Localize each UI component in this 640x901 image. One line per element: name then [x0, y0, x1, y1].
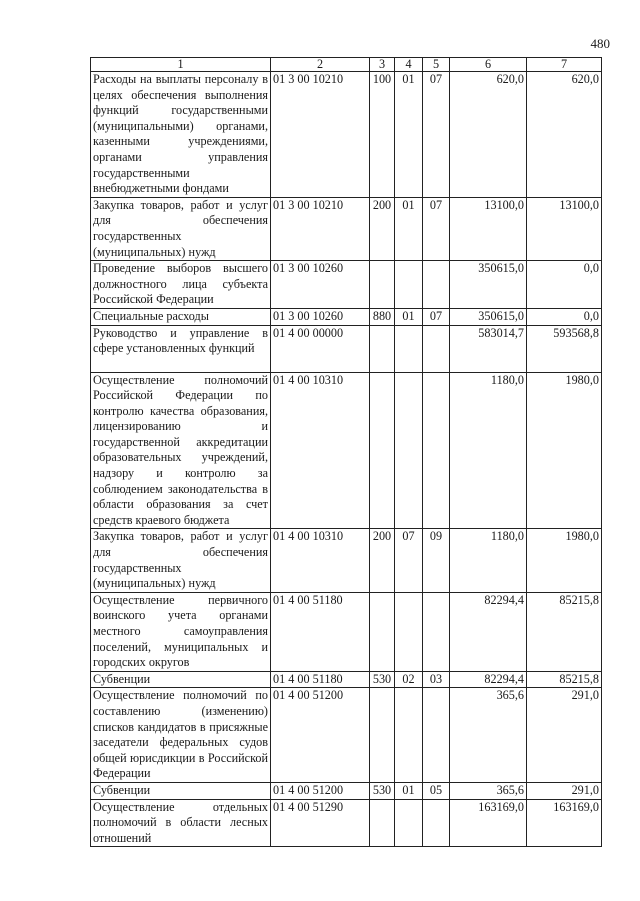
table-header-row — [91, 58, 602, 72]
table-row — [91, 372, 602, 529]
table-row — [91, 782, 602, 799]
subsection-cell: 05 — [423, 782, 450, 799]
amount-col6-cell: 350615,0 — [450, 308, 527, 325]
amount-col7-cell: 1980,0 — [527, 372, 602, 529]
amount-col6-cell: 82294,4 — [450, 671, 527, 688]
item-name-cell: Осуществление полномочий по составлению (изменению) списков кандидатов в присяжные заседатели федеральных судов общей юрисдикции в Российской Федерации — [91, 688, 271, 783]
amount-col7-cell: 291,0 — [527, 782, 602, 799]
expense-type-cell: 200 — [370, 529, 395, 592]
column-header: 2 — [271, 58, 370, 72]
amount-col7-cell: 1980,0 — [527, 529, 602, 592]
target-code-cell: 01 3 00 10210 — [271, 197, 370, 260]
section-cell — [395, 799, 423, 847]
section-cell — [395, 261, 423, 309]
section-cell: 02 — [395, 671, 423, 688]
expense-type-cell: 200 — [370, 197, 395, 260]
expense-type-cell: 880 — [370, 308, 395, 325]
section-cell: 01 — [395, 308, 423, 325]
subsection-cell — [423, 325, 450, 372]
expense-type-cell: 530 — [370, 671, 395, 688]
section-cell: 01 — [395, 782, 423, 799]
amount-col7-cell: 620,0 — [527, 72, 602, 198]
amount-col6-cell: 163169,0 — [450, 799, 527, 847]
section-cell — [395, 325, 423, 372]
table-row — [91, 688, 602, 783]
expense-type-cell: 100 — [370, 72, 395, 198]
amount-col6-cell: 13100,0 — [450, 197, 527, 260]
section-cell: 07 — [395, 529, 423, 592]
column-header: 4 — [395, 58, 423, 72]
amount-col6-cell: 583014,7 — [450, 325, 527, 372]
column-header: 7 — [527, 58, 602, 72]
item-name-cell: Закупка товаров, работ и услуг для обеспечения государственных (муниципальных) нужд — [91, 529, 271, 592]
target-code-cell: 01 4 00 51200 — [271, 688, 370, 783]
item-name-cell: Осуществление первичного воинского учета органами местного самоуправления поселений, муниципальных и городских округов — [91, 592, 271, 671]
subsection-cell: 09 — [423, 529, 450, 592]
section-cell — [395, 688, 423, 783]
amount-col6-cell: 350615,0 — [450, 261, 527, 309]
item-name-cell: Закупка товаров, работ и услуг для обеспечения государственных (муниципальных) нужд — [91, 197, 271, 260]
amount-col7-cell: 0,0 — [527, 261, 602, 309]
amount-col7-cell: 85215,8 — [527, 671, 602, 688]
subsection-cell — [423, 592, 450, 671]
amount-col7-cell: 593568,8 — [527, 325, 602, 372]
target-code-cell: 01 3 00 10260 — [271, 308, 370, 325]
expense-type-cell — [370, 799, 395, 847]
amount-col7-cell: 0,0 — [527, 308, 602, 325]
table-row — [91, 197, 602, 260]
subsection-cell — [423, 799, 450, 847]
target-code-cell: 01 4 00 10310 — [271, 372, 370, 529]
table-row — [91, 592, 602, 671]
expense-type-cell — [370, 325, 395, 372]
target-code-cell: 01 3 00 10260 — [271, 261, 370, 309]
table-row — [91, 671, 602, 688]
item-name-cell: Специальные расходы — [91, 308, 271, 325]
column-header: 3 — [370, 58, 395, 72]
item-name-cell: Руководство и управление в сфере установленных функций — [91, 325, 271, 372]
section-cell — [395, 372, 423, 529]
section-cell — [395, 592, 423, 671]
column-header: 6 — [450, 58, 527, 72]
column-header: 1 — [91, 58, 271, 72]
expense-type-cell — [370, 261, 395, 309]
subsection-cell — [423, 261, 450, 309]
section-cell: 01 — [395, 72, 423, 198]
table-row — [91, 72, 602, 198]
column-header: 5 — [423, 58, 450, 72]
subsection-cell: 03 — [423, 671, 450, 688]
amount-col7-cell: 163169,0 — [527, 799, 602, 847]
expense-type-cell — [370, 372, 395, 529]
target-code-cell: 01 4 00 00000 — [271, 325, 370, 372]
expense-type-cell — [370, 592, 395, 671]
subsection-cell: 07 — [423, 308, 450, 325]
table-row — [91, 799, 602, 847]
target-code-cell: 01 4 00 51200 — [271, 782, 370, 799]
amount-col6-cell: 620,0 — [450, 72, 527, 198]
target-code-cell: 01 4 00 51180 — [271, 671, 370, 688]
amount-col6-cell: 365,6 — [450, 782, 527, 799]
table-row — [91, 261, 602, 309]
item-name-cell: Расходы на выплаты персоналу в целях обеспечения выполнения функций государственными (муниципальными) органами, казенными учреждениями, органами управления государственными внебюджетными фондами — [91, 72, 271, 198]
subsection-cell: 07 — [423, 72, 450, 198]
page-number: 480 — [590, 36, 610, 51]
target-code-cell: 01 4 00 51290 — [271, 799, 370, 847]
section-cell: 01 — [395, 197, 423, 260]
amount-col6-cell: 365,6 — [450, 688, 527, 783]
table-row — [91, 325, 602, 372]
item-name-cell: Субвенции — [91, 782, 271, 799]
table-row — [91, 308, 602, 325]
amount-col7-cell: 13100,0 — [527, 197, 602, 260]
item-name-cell: Субвенции — [91, 671, 271, 688]
amount-col7-cell: 85215,8 — [527, 592, 602, 671]
amount-col6-cell: 82294,4 — [450, 592, 527, 671]
target-code-cell: 01 3 00 10210 — [271, 72, 370, 198]
subsection-cell — [423, 688, 450, 783]
amount-col7-cell: 291,0 — [527, 688, 602, 783]
subsection-cell — [423, 372, 450, 529]
item-name-cell: Осуществление полномочий Российской Федерации по контролю качества образования, лицензированию и государственной аккредитации образовательных учреждений, надзору и контролю за соблюдением законодательства в области образования за счет средств краевого бюджета — [91, 372, 271, 529]
amount-col6-cell: 1180,0 — [450, 372, 527, 529]
table-row — [91, 529, 602, 592]
expense-type-cell — [370, 688, 395, 783]
expense-type-cell: 530 — [370, 782, 395, 799]
target-code-cell: 01 4 00 10310 — [271, 529, 370, 592]
item-name-cell: Проведение выборов высшего должностного лица субъекта Российской Федерации — [91, 261, 271, 309]
target-code-cell: 01 4 00 51180 — [271, 592, 370, 671]
subsection-cell: 07 — [423, 197, 450, 260]
budget-table — [90, 57, 602, 847]
item-name-cell: Осуществление отдельных полномочий в области лесных отношений — [91, 799, 271, 847]
amount-col6-cell: 1180,0 — [450, 529, 527, 592]
